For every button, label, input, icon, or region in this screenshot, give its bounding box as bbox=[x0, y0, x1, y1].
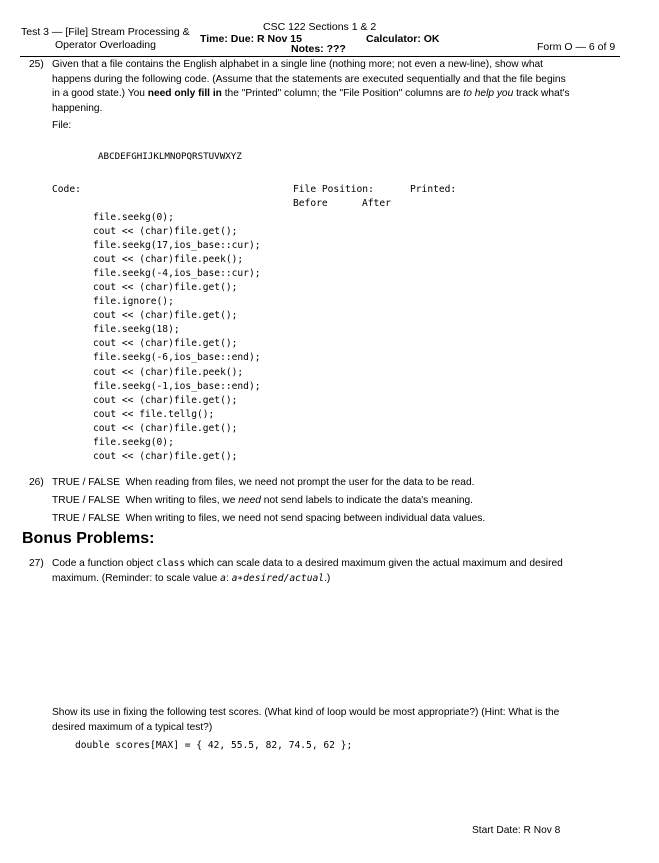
q25-text-italic: to help you bbox=[463, 88, 514, 100]
q26-s3-text: When writing to files, we need not send spacing between individual data values. bbox=[125, 513, 486, 524]
header-course: CSC 122 Sections 1 & 2 bbox=[263, 21, 377, 33]
q26-tf-1: TRUE / FALSE bbox=[52, 477, 120, 488]
code-line: cout << (char)file.get(); bbox=[93, 310, 238, 322]
q27-text-colon: : bbox=[225, 572, 232, 584]
code-line: cout << (char)file.peek(); bbox=[93, 366, 244, 378]
code-line: cout << (char)file.get(); bbox=[93, 422, 238, 434]
q25-printed-label: Printed: bbox=[410, 184, 457, 195]
q25-code-label: Code: bbox=[52, 184, 81, 195]
q25-file-position-label: File Position: bbox=[293, 184, 374, 195]
code-line: cout << (char)file.get(); bbox=[93, 338, 238, 350]
q27-var-a: a bbox=[220, 572, 226, 584]
q26-number: 26) bbox=[29, 477, 44, 488]
code-line: cout << (char)file.get(); bbox=[93, 282, 238, 294]
code-line: file.seekg(17,ios_base::cur); bbox=[93, 240, 261, 252]
code-line: cout << (char)file.get(); bbox=[93, 226, 238, 238]
q25-file-label: File: bbox=[52, 120, 72, 131]
q26-tf-2: TRUE / FALSE bbox=[52, 495, 120, 506]
q27-text bbox=[52, 557, 570, 586]
q27-formula: a∗desired/actual bbox=[231, 572, 325, 584]
q27-text-code: class bbox=[156, 558, 186, 569]
q27-text-b: which can scale data to a desired maximum given the actual maximum and desired maximum. (Reminder: to scale value bbox=[52, 558, 563, 584]
q26-statement-1 bbox=[52, 476, 474, 490]
code-line: cout << (char)file.get(); bbox=[93, 394, 238, 406]
q27-scores-code: double scores[MAX] = { 42, 55.5, 82, 74.5, 62 }; bbox=[75, 740, 353, 751]
bonus-title: Bonus Problems: bbox=[22, 530, 155, 547]
q26-s2-text-b: not send labels to indicate the data's meaning. bbox=[260, 495, 474, 506]
q25-text bbox=[52, 58, 570, 116]
q25-code-block bbox=[93, 211, 261, 464]
header-left-line1: Test 3 — [File] Stream Processing & bbox=[21, 26, 190, 38]
header-notes: Notes: ??? bbox=[291, 43, 346, 55]
header-form: Form O — 6 of 9 bbox=[537, 41, 616, 53]
q26-s1-text: When reading from files, we need not prompt the user for the data to be read. bbox=[125, 477, 475, 488]
code-line: file.seekg(18); bbox=[93, 324, 180, 336]
code-line: file.seekg(-4,ios_base::cur); bbox=[93, 268, 261, 280]
q25-text-a: Given that a file contains the English alphabet in a single line (nothing more; not even a new-line), show what happens during the following code. (Assume that the statements are executed sequentially and that the file begins in a good state.) You bbox=[52, 59, 566, 100]
q25-text-bold: need only fill in bbox=[147, 88, 222, 100]
q27-text-a: Code a function object bbox=[52, 558, 157, 569]
q27-use-text: Show its use in fixing the following test scores. (What kind of loop would be most appropriate?) (Hint: What is the desired maximum of a typical test?) bbox=[52, 707, 560, 733]
code-line: cout << (char)file.peek(); bbox=[93, 254, 244, 266]
code-line: cout << (char)file.get(); bbox=[93, 450, 238, 462]
header-left-line2: Operator Overloading bbox=[55, 39, 156, 51]
q26-s2-italic: need bbox=[238, 495, 261, 506]
q27-text-end: .) bbox=[324, 572, 331, 584]
q25-file-contents: ABCDEFGHIJKLMNOPQRSTUVWXYZ bbox=[98, 151, 242, 162]
code-line: cout << file.tellg(); bbox=[93, 408, 215, 420]
code-line: file.seekg(0); bbox=[93, 436, 174, 448]
q25-number: 25) bbox=[29, 59, 44, 70]
code-line: file.seekg(0); bbox=[93, 212, 174, 223]
footer-start-date: Start Date: R Nov 8 bbox=[472, 825, 561, 836]
q26-tf-3: TRUE / FALSE bbox=[52, 513, 120, 524]
q25-text-c: track what's happening. bbox=[52, 88, 570, 114]
q26-statement-3 bbox=[52, 512, 485, 526]
header-time-due: Time: Due: R Nov 15 bbox=[200, 33, 302, 45]
code-line: file.ignore(); bbox=[93, 296, 174, 308]
q26-s2-text-a: When writing to files, we bbox=[125, 495, 239, 506]
q25-after-label: After bbox=[362, 198, 391, 209]
q25-text-b: the "Printed" column; the "File Position" columns are bbox=[221, 88, 464, 100]
q25-before-label: Before bbox=[293, 198, 328, 209]
header-calculator: Calculator: OK bbox=[366, 33, 440, 45]
q27-number: 27) bbox=[29, 558, 44, 569]
code-line: file.seekg(-1,ios_base::end); bbox=[93, 380, 261, 392]
code-line: file.seekg(-6,ios_base::end); bbox=[93, 352, 261, 364]
header-rule bbox=[20, 56, 620, 57]
q26-statement-2 bbox=[52, 494, 473, 508]
